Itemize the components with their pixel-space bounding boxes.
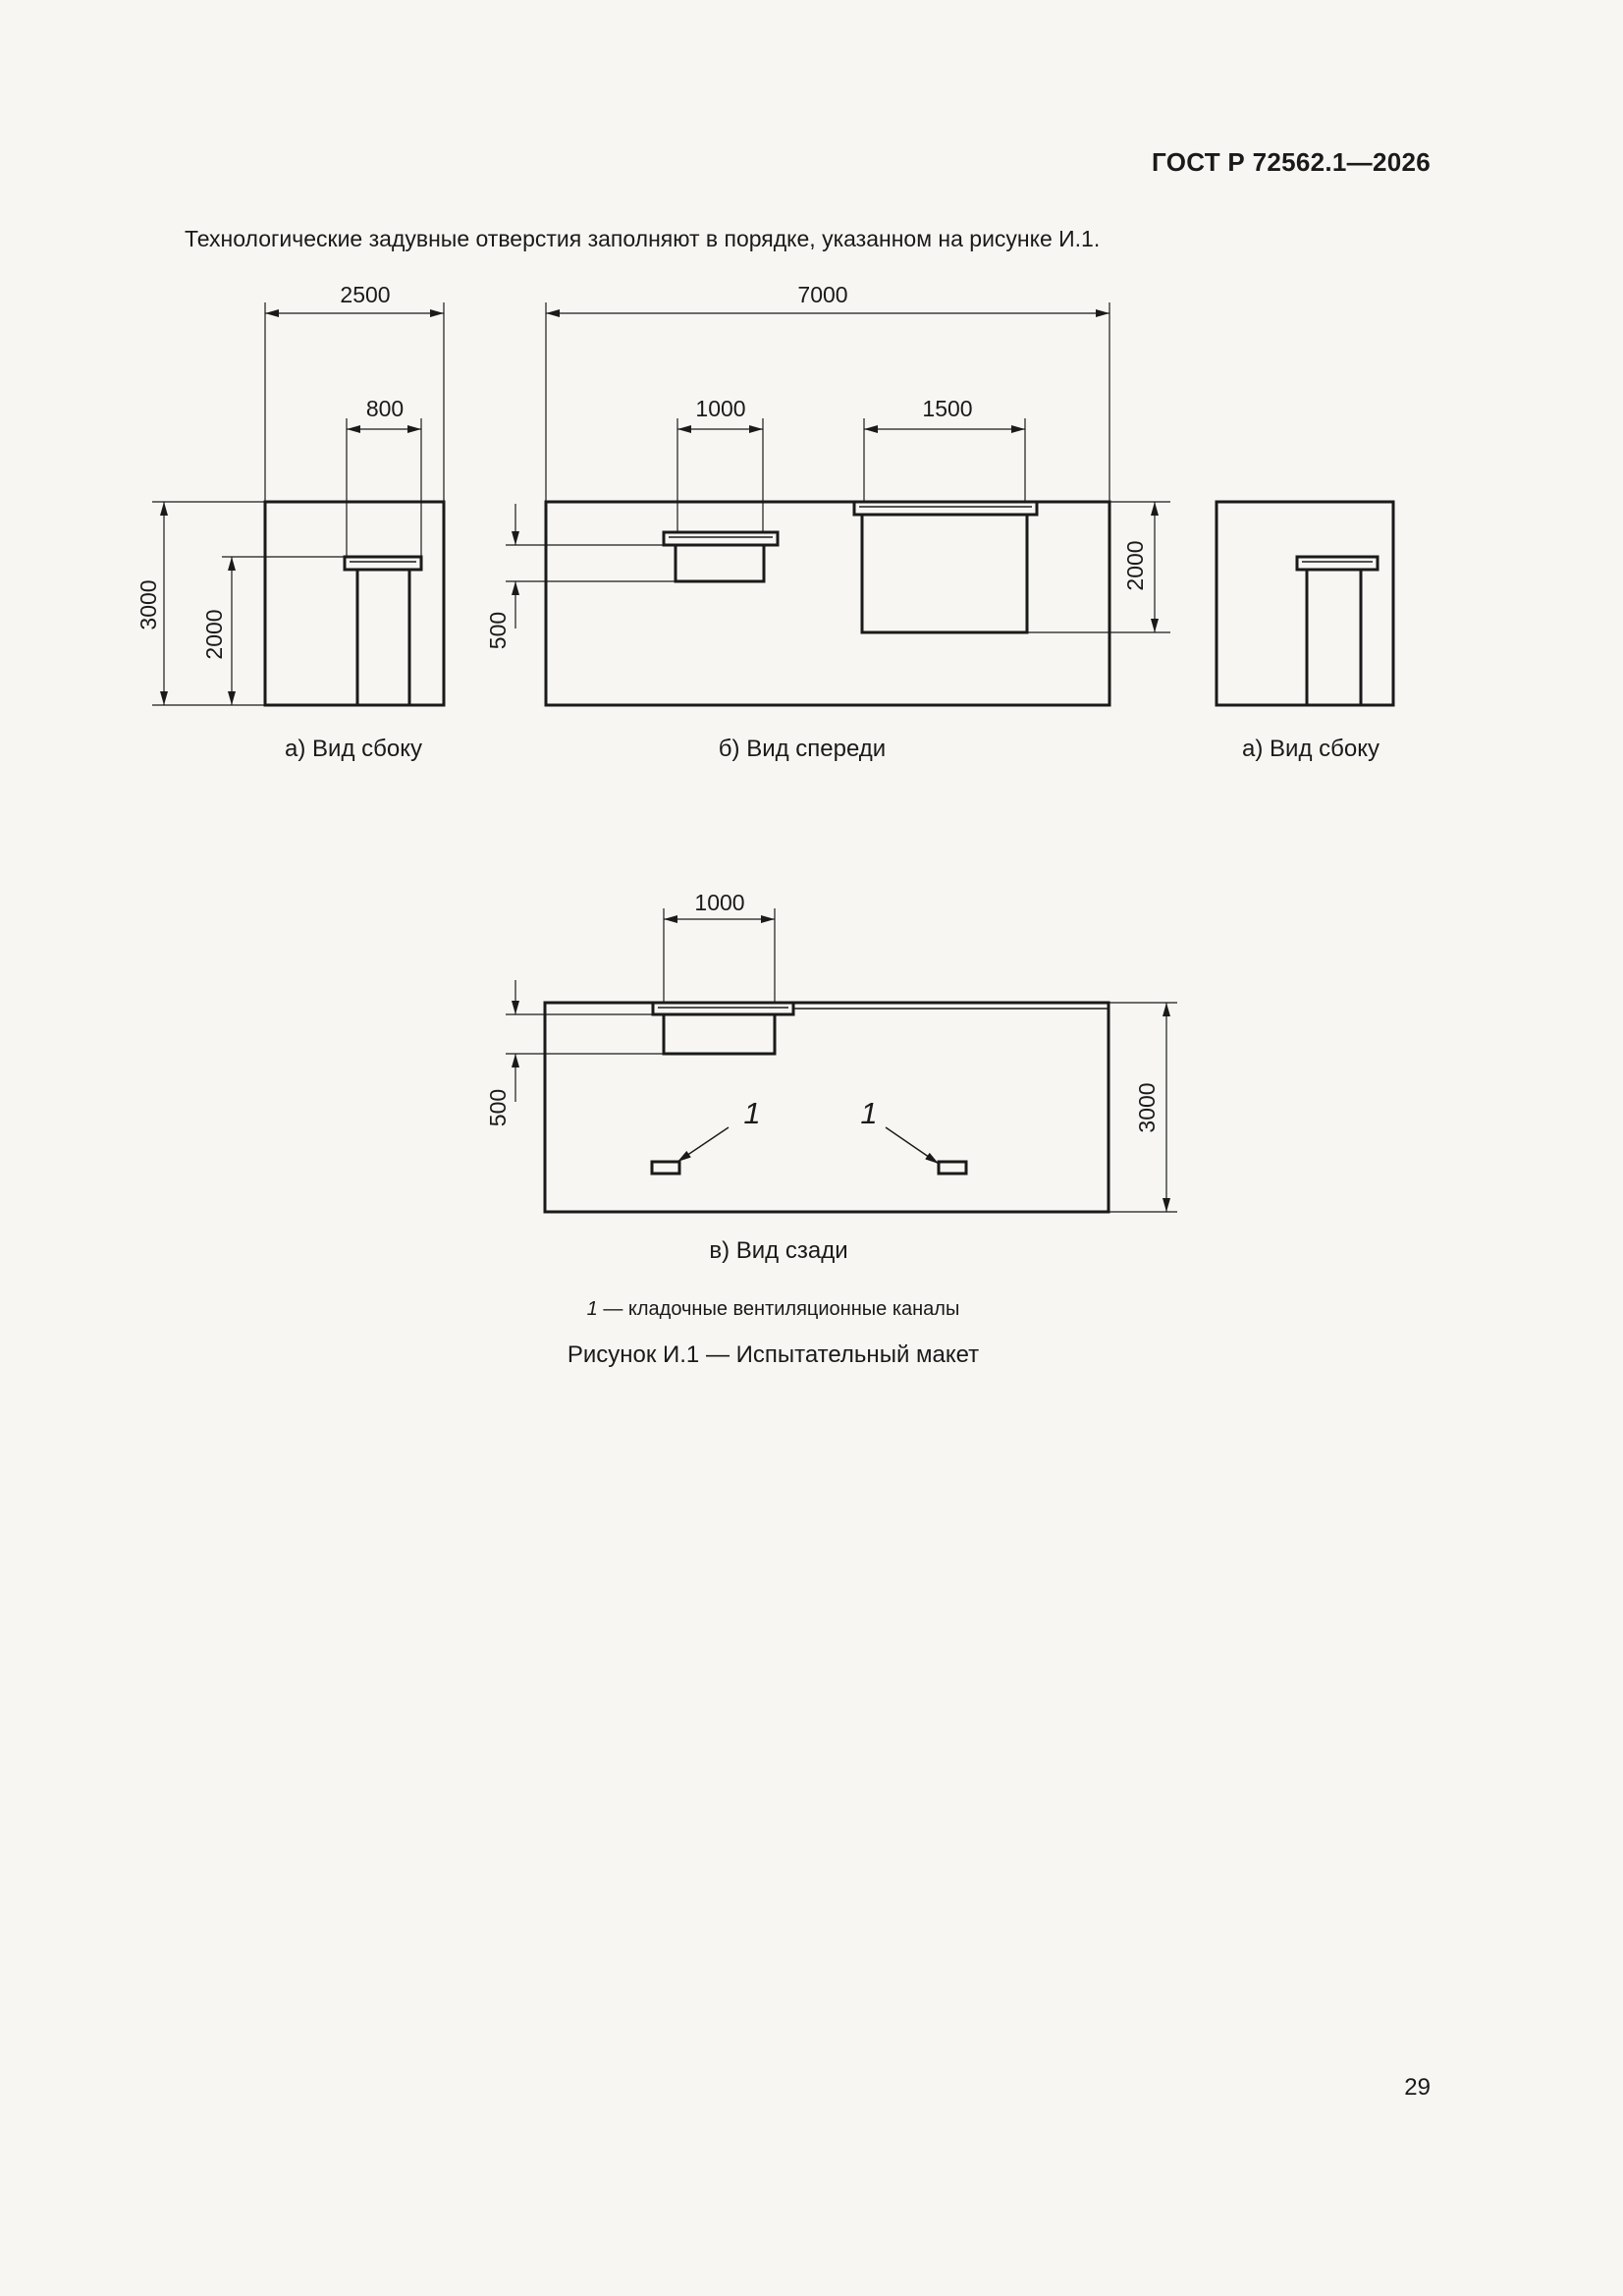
side-view-left-labels — [135, 282, 422, 762]
dim-label-2000: 2000 — [201, 609, 227, 660]
side-left-outline — [265, 502, 444, 705]
caption-front: б) Вид спереди — [718, 736, 887, 762]
vent-channel-left — [652, 1162, 679, 1174]
side-view-left — [152, 302, 444, 705]
figure-caption: Рисунок И.1 — Испытательный макет — [567, 1341, 980, 1368]
side-right-outline — [1217, 502, 1393, 705]
intro-paragraph: Технологические задувные отверстия заполняют в порядке, указанном на рисунке И.1. — [185, 226, 1101, 251]
side-view-right — [1217, 502, 1393, 705]
front-view — [506, 302, 1170, 705]
legend-number: 1 — [586, 1298, 598, 1320]
back-outline — [545, 1003, 1109, 1212]
caption-side-right: а) Вид сбоку — [1242, 736, 1380, 762]
dim-label-3000: 3000 — [135, 579, 161, 630]
page-number: 29 — [1404, 2074, 1431, 2101]
back-view-labels — [485, 890, 1160, 1264]
back-opening — [664, 1014, 775, 1054]
leader-line-left — [677, 1127, 729, 1162]
figure-legend — [0, 1298, 1546, 1321]
callout-1-right: 1 — [860, 1096, 878, 1130]
leader-line-right — [886, 1127, 939, 1164]
front-opening1-lintel — [664, 532, 778, 545]
back-view — [506, 908, 1177, 1212]
dim-label-2500: 2500 — [340, 282, 391, 307]
side-left-opening — [357, 570, 409, 705]
dim-label-2000-front: 2000 — [1122, 540, 1148, 591]
front-outline — [546, 502, 1109, 705]
dim-label-500-back: 500 — [485, 1088, 511, 1127]
dim-label-7000: 7000 — [797, 282, 848, 307]
callout-1-left: 1 — [743, 1096, 761, 1130]
front-opening2 — [862, 515, 1027, 632]
caption-back: в) Вид сзади — [709, 1237, 848, 1264]
side-right-opening — [1307, 570, 1361, 705]
caption-side-left: а) Вид сбоку — [285, 736, 422, 762]
side-right-lintel — [1297, 557, 1378, 570]
legend-text: — кладочные вентиляционные каналы — [597, 1298, 960, 1320]
front-opening1 — [676, 545, 764, 581]
dim-label-1500: 1500 — [922, 396, 973, 421]
back-opening-lintel — [653, 1003, 793, 1014]
front-opening2-lintel — [854, 502, 1037, 515]
dim-label-500-front: 500 — [485, 611, 511, 650]
vent-channel-right — [939, 1162, 966, 1174]
side-left-lintel — [345, 557, 421, 570]
document-id: ГОСТ Р 72562.1—2026 — [1152, 147, 1431, 177]
dim-label-1000-front: 1000 — [695, 396, 746, 421]
front-view-labels — [485, 282, 1148, 762]
dim-label-1000-back: 1000 — [694, 890, 745, 915]
dim-label-3000-back: 3000 — [1134, 1082, 1160, 1133]
dim-label-800: 800 — [365, 396, 405, 421]
